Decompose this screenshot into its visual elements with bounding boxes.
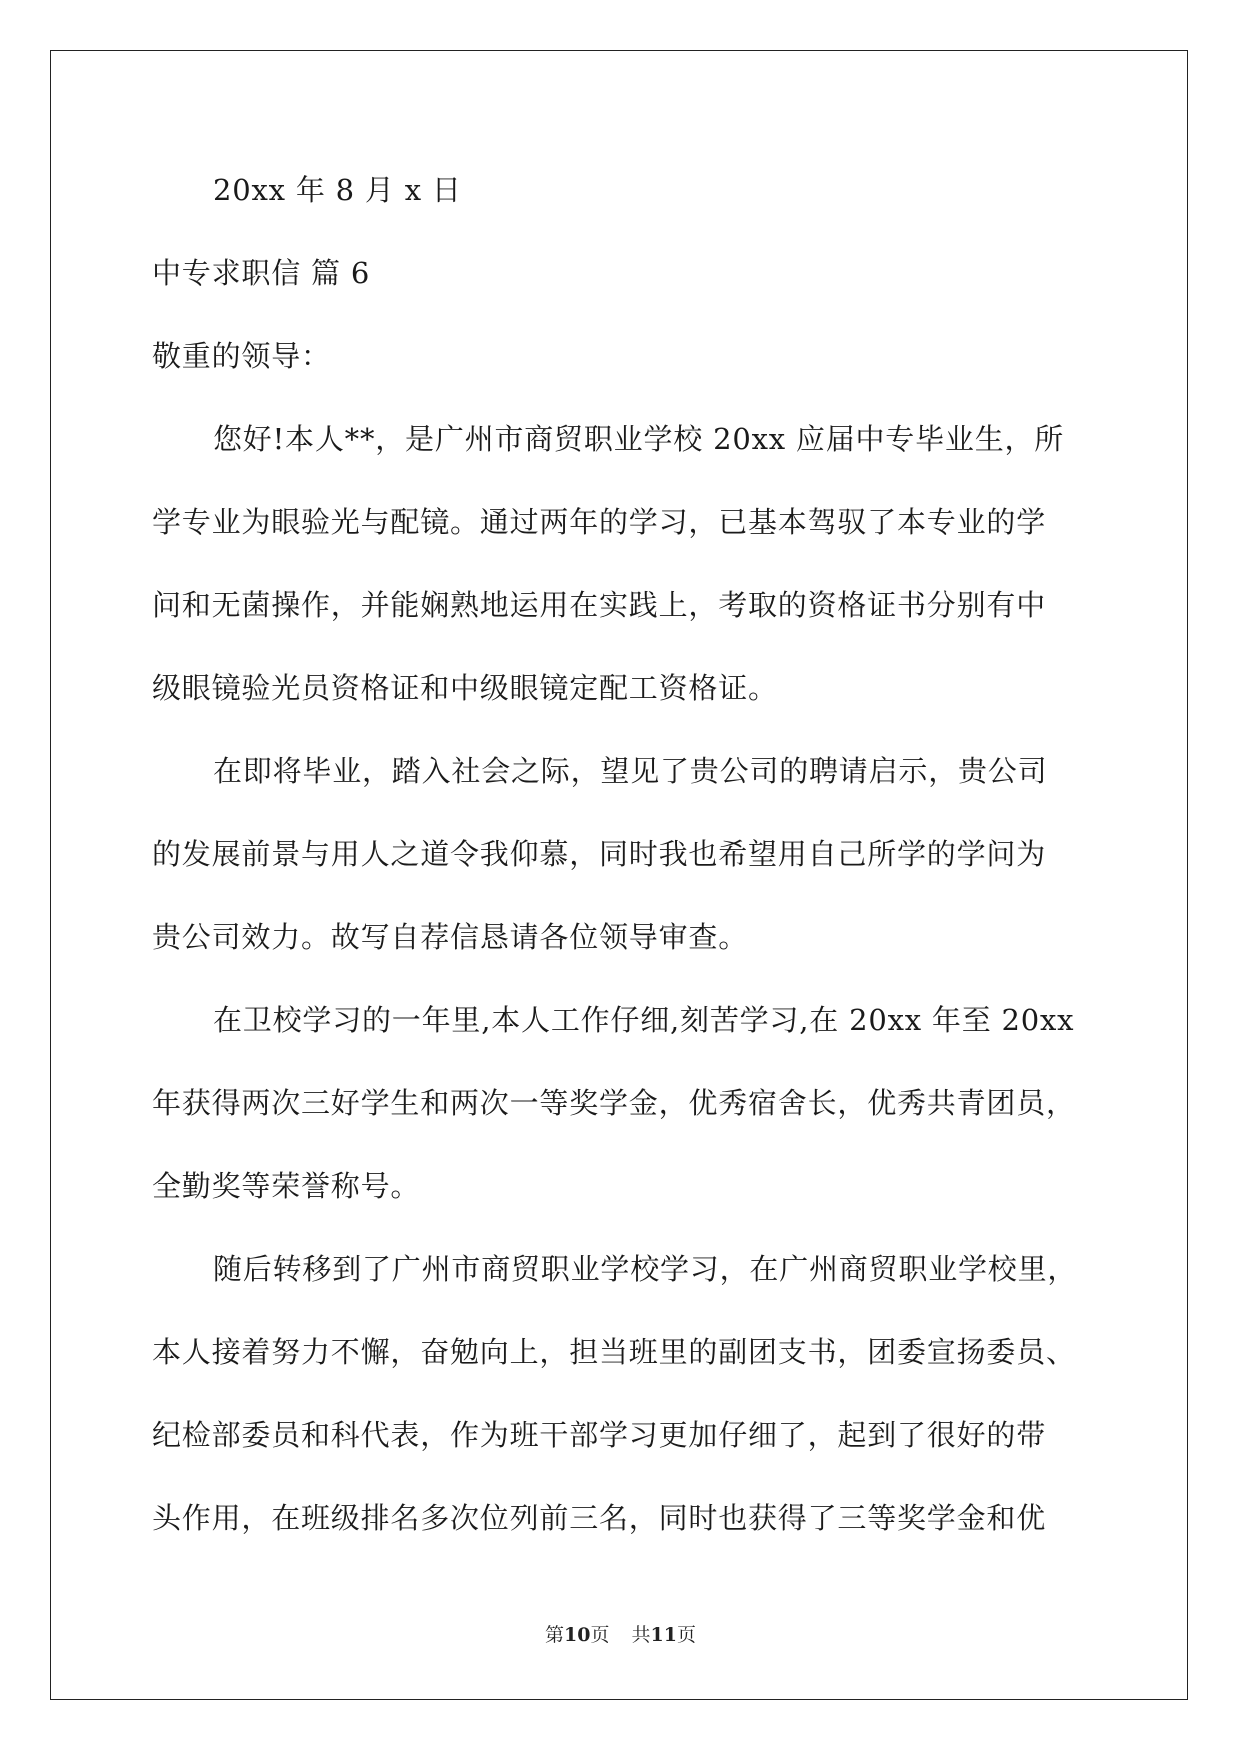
salutation: 敬重的领导： [152,339,331,373]
page-footer [0,1622,1241,1648]
footer-page-current: 10 [564,1624,591,1646]
footer-page-prefix: 第 [545,1624,565,1646]
footer-page-total: 11 [650,1624,677,1646]
letter-heading: 中专求职信 篇 6 [152,256,371,290]
paragraph-3-line-2: 年获得两次三好学生和两次一等奖学金，优秀宿舍长，优秀共青团员， [152,1086,1076,1120]
paragraph-1-line-3: 问和无菌操作，并能娴熟地运用在实践上，考取的资格证书分别有中 [152,588,1047,622]
paragraph-2-line-3: 贵公司效力。故写自荐信恳请各位领导审查。 [152,920,749,954]
paragraph-1-line-4: 级眼镜验光员资格证和中级眼镜定配工资格证。 [152,671,778,705]
paragraph-1-line-1: 您好!本人**，是广州市商贸职业学校 20xx 应届中专毕业生，所 [213,422,1065,456]
footer-page-mid: 页 [590,1624,610,1646]
paragraph-4-line-1: 随后转移到了广州市商贸职业学校学习，在广州商贸职业学校里， [213,1252,1078,1286]
paragraph-4-line-3: 纪检部委员和科代表，作为班干部学习更加仔细了，起到了很好的带 [152,1418,1047,1452]
date-line: 20xx 年 8 月 x 日 [213,173,462,207]
paragraph-1-line-2: 学专业为眼验光与配镜。通过两年的学习，已基本驾驭了本专业的学 [152,505,1047,539]
paragraph-2-line-2: 的发展前景与用人之道令我仰慕，同时我也希望用自己所学的学问为 [152,837,1047,871]
paragraph-3-line-3: 全勤奖等荣誉称号。 [152,1169,421,1203]
footer-total-suffix: 页 [676,1624,696,1646]
paragraph-3-line-1: 在卫校学习的一年里,本人工作仔细,刻苦学习,在 20xx 年至 20xx [213,1003,1075,1037]
paragraph-4-line-4: 头作用，在班级排名多次位列前三名，同时也获得了三等奖学金和优 [152,1501,1047,1535]
paragraph-2-line-1: 在即将毕业，踏入社会之际，望见了贵公司的聘请启示，贵公司 [213,754,1048,788]
paragraph-4-line-2: 本人接着努力不懈，奋勉向上，担当班里的副团支书，团委宣扬委员、 [152,1335,1076,1369]
footer-total-prefix: 共 [631,1624,651,1646]
